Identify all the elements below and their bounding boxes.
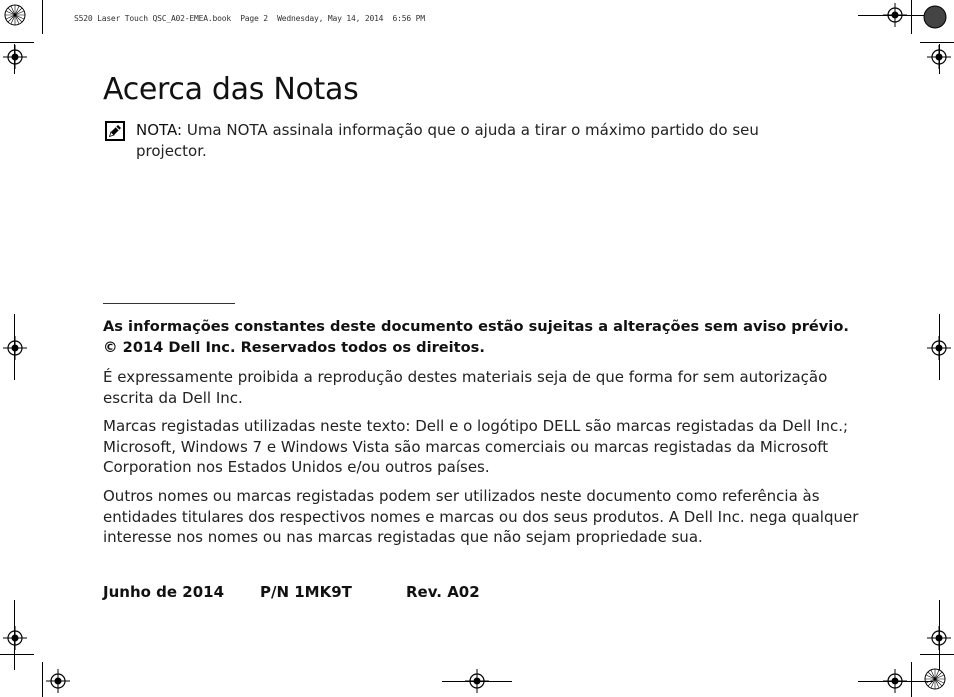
registration-target-icon bbox=[465, 669, 489, 693]
note-label: NOTA: bbox=[136, 121, 183, 139]
registration-mark-icon bbox=[3, 3, 27, 27]
registration-target-icon bbox=[46, 669, 70, 693]
registration-target-icon bbox=[927, 626, 951, 650]
footer-date: Junho de 2014 bbox=[103, 583, 225, 601]
legal-line-2: © 2014 Dell Inc. Reservados todos os direitos. bbox=[103, 338, 485, 356]
paragraph-reproduction: É expressamente proibida a reprodução destes materiais seja de que forma for sem autorização escrita da Dell Inc. bbox=[103, 368, 828, 407]
registration-target-icon bbox=[3, 336, 27, 360]
crop-line bbox=[920, 42, 954, 43]
crop-line bbox=[42, 662, 43, 697]
paragraph-trademarks: Marcas registadas utilizadas neste texto: Dell e o logótipo DELL são marcas registadas da Dell Inc.; Microsoft, Windows 7 e Windows Vista são marcas comerciais ou marcas registadas da Microsoft Corporation nos Estados Unidos e/ou outros países. bbox=[103, 417, 849, 476]
crop-line bbox=[42, 0, 43, 34]
registration-target-icon bbox=[3, 45, 27, 69]
divider bbox=[103, 303, 235, 304]
page-title: Acerca das Notas bbox=[103, 72, 359, 107]
registration-target-icon bbox=[3, 626, 27, 650]
registration-mark-icon bbox=[923, 5, 947, 29]
note-text bbox=[136, 120, 825, 162]
crop-line bbox=[0, 654, 34, 655]
crop-line bbox=[911, 662, 912, 697]
registration-target-icon bbox=[883, 3, 907, 27]
crop-line bbox=[911, 0, 912, 34]
registration-mark-icon bbox=[923, 667, 947, 691]
legal-notice bbox=[103, 317, 863, 358]
note-body: Uma NOTA assinala informação que o ajuda a tirar o máximo partido do seu projector. bbox=[136, 121, 759, 160]
footer-revision: Rev. A02 bbox=[406, 583, 480, 601]
registration-target-icon bbox=[927, 45, 951, 69]
crop-line bbox=[0, 42, 34, 43]
crop-line bbox=[920, 654, 954, 655]
note-pencil-icon bbox=[105, 121, 125, 141]
registration-target-icon bbox=[927, 336, 951, 360]
footer-part-number: P/N 1MK9T bbox=[260, 583, 352, 601]
paragraph-other-names: Outros nomes ou marcas registadas podem ser utilizados neste documento como referência às entidades titulares dos respectivos nomes e marcas ou dos seus produtos. A Dell Inc. nega qualquer interesse nos nomes ou nas marcas registadas que não sejam propriedade sua. bbox=[103, 487, 859, 546]
print-header: S520 Laser Touch QSC_A02-EMEA.book Page 2 Wednesday, May 14, 2014 6:56 PM bbox=[74, 14, 425, 23]
note-block bbox=[105, 120, 825, 162]
registration-target-icon bbox=[883, 669, 907, 693]
legal-line-1: As informações constantes deste documento estão sujeitas a alterações sem aviso prévio. bbox=[103, 318, 849, 335]
